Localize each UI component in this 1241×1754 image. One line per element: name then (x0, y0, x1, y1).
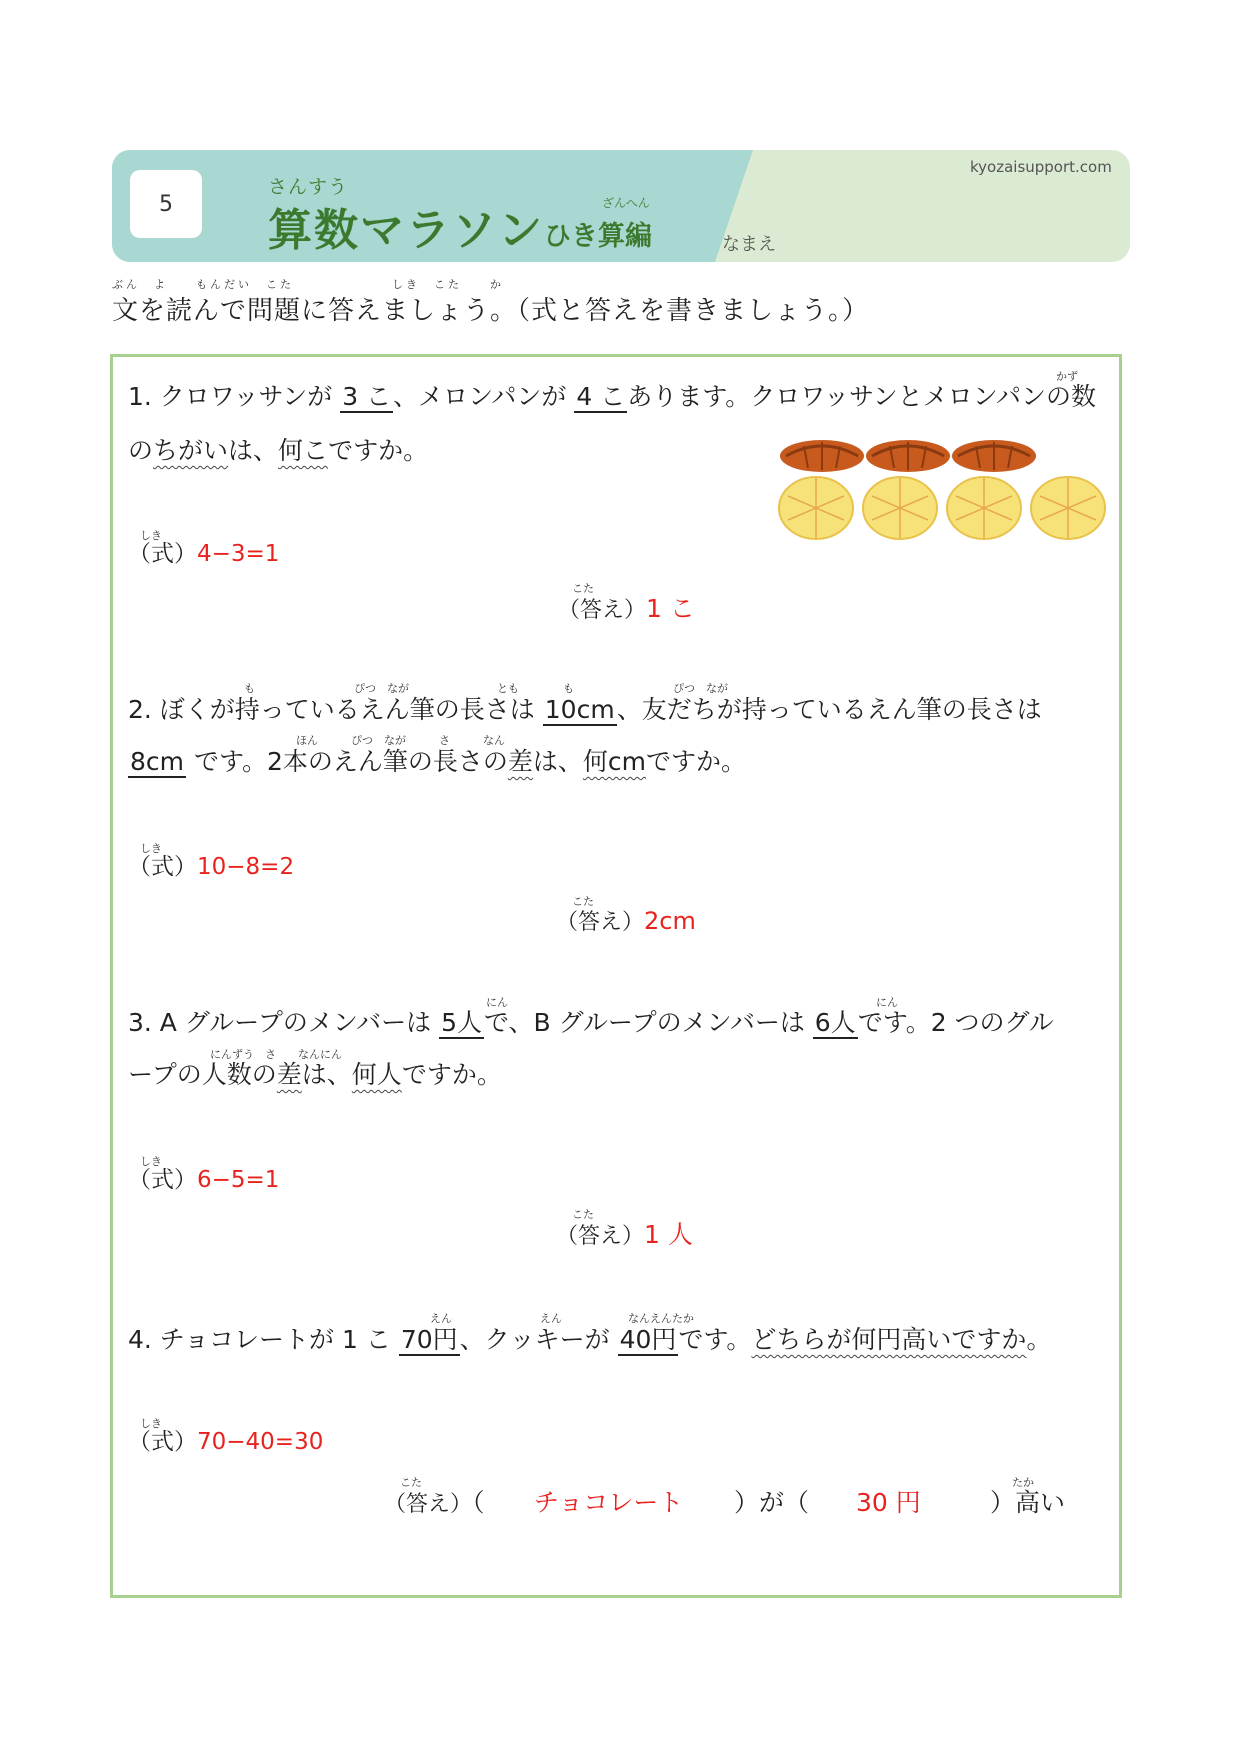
q2-underline-2: 8cm (130, 747, 185, 776)
q2-kotae-ruby: こた (572, 895, 594, 908)
q4-answer-row (384, 1490, 485, 1516)
q3-kotae-label: （答え） (556, 1224, 645, 1249)
q2-line1 (128, 697, 1042, 722)
name-label: なまえ (722, 234, 776, 255)
q3-text-e: は、 (301, 1060, 352, 1089)
q3-line2 (128, 1062, 502, 1087)
q1-wavy-1: ちがい (153, 436, 229, 465)
q3-shiki-label: （式） (128, 1167, 197, 1193)
q1-kotae-label: （答え） (558, 598, 647, 623)
q3-text-a: 3. A グループのメンバーは (128, 1008, 432, 1037)
q1-text-a: 1. クロワッサンが (128, 382, 333, 411)
q1-text-d: の (128, 436, 154, 465)
q3-text-b: で、B グループのメンバーは (483, 1008, 805, 1037)
q2-answer: 2cm (644, 907, 696, 935)
q4-shiki-label: （式） (128, 1429, 197, 1455)
q1-formula: 4−3=1 (197, 541, 280, 567)
q1-text-f: ですか。 (328, 436, 429, 465)
q2-shiki-ruby: しき (140, 842, 162, 855)
melonpan-icon (863, 477, 937, 539)
q3-ruby-1a: にん (486, 996, 508, 1009)
q3-underline-1: 5人 (441, 1008, 482, 1037)
q2-ruby-1: も ぴつ なが とも も ぴつ なが (244, 682, 728, 695)
q2-formula: 10−8=2 (197, 854, 295, 880)
q2-answer-row (556, 909, 696, 934)
q4-kotae-label: （答え） (384, 1492, 473, 1517)
q4-kotae-ruby: こた (400, 1476, 422, 1489)
q2-kotae-label: （答え） (556, 910, 645, 935)
q4-answer-item: チョコレート (534, 1488, 684, 1517)
q2-formula-row (128, 856, 294, 879)
q4-underline-2: 40円 (619, 1325, 677, 1354)
q4-text-d: 。 (1026, 1325, 1052, 1354)
q1-ruby: かず (1056, 370, 1078, 383)
subtitle-ruby: ざんへん (602, 196, 650, 210)
melonpan-icon (1031, 477, 1105, 539)
q1-shiki-label: （式） (128, 541, 197, 567)
q1-text-e: は、 (228, 436, 279, 465)
worksheet-number: 5 (130, 170, 202, 238)
q3-answer: 1 人 (644, 1220, 693, 1249)
page-subtitle: ひき算編 (544, 221, 652, 252)
q3-shiki-ruby: しき (140, 1155, 162, 1168)
instruction: 文を読んで問題に答えましょう。（式と答えを書きましょう。） (112, 296, 870, 326)
q1-line1 (128, 384, 1096, 409)
instruction-ruby: ぶん よ もんだい こた しき こた か (112, 278, 504, 291)
q1-text-c: あります。クロワッサンとメロンパンの数 (627, 382, 1096, 411)
q4-takai-ruby: たか (1012, 1476, 1034, 1489)
q3-formula-row (128, 1169, 279, 1192)
q4-takai: ）高い (990, 1488, 1066, 1517)
q4-ga: ）が（ (734, 1488, 810, 1517)
q3-wavy-2: 何人 (351, 1060, 402, 1089)
title-ruby: さんすう (268, 176, 349, 198)
q4-underline-1: 70円 (400, 1325, 458, 1354)
q2-wavy-2: 何cm (582, 747, 647, 776)
q3-wavy-1: 差 (276, 1060, 302, 1089)
q3-text-c: です。2 つのグル (857, 1008, 1054, 1037)
q3-ruby-2: にんずう さ なんにん (210, 1048, 342, 1061)
q1-kotae-ruby: こた (572, 582, 594, 595)
q4-text-a: 4. チョコレートが 1 こ (128, 1325, 391, 1354)
melonpan-icon (779, 477, 853, 539)
q1-text-b: 、メロンパンが (393, 382, 567, 411)
q4-text-b: 、クッキーが (459, 1325, 610, 1354)
q1-shiki-ruby: しき (140, 529, 162, 542)
q4-shiki-ruby: しき (140, 1417, 162, 1430)
q2-ruby-2: ほん ぴつ なが さ なん (296, 734, 505, 747)
q4-formula-row (128, 1431, 323, 1454)
croissant-icon (866, 440, 950, 472)
page-title: 算数マラソン (268, 205, 544, 256)
croissant-icon (952, 440, 1036, 472)
melonpan-icon (947, 477, 1021, 539)
q4-answer-amount: 30 円 (856, 1488, 921, 1517)
croissant-icon (780, 440, 864, 472)
q2-text-a: 2. ぼくが持っているえん筆の長さは (128, 695, 535, 724)
q3-ruby-1b: にん (876, 996, 898, 1009)
header-banner (112, 150, 1130, 262)
q3-formula: 6−5=1 (197, 1167, 280, 1193)
q4-open-paren: （ (472, 1488, 485, 1517)
q1-answer: 1 こ (646, 594, 695, 623)
q2-text-e: ですか。 (646, 747, 747, 776)
site-url: kyozaisupport.com (970, 158, 1112, 176)
q3-answer-row (556, 1222, 693, 1248)
q2-shiki-label: （式） (128, 854, 197, 880)
q3-line1 (128, 1010, 1054, 1035)
q2-line2 (128, 749, 746, 774)
bread-illustration (778, 434, 1108, 544)
q4-text-c: です。 (678, 1325, 752, 1354)
q2-text-c: です。2本のえん筆の長さの (193, 747, 508, 776)
q1-underline-2: 4 こ (576, 382, 626, 411)
q3-text-d: ープの人数の (128, 1060, 277, 1089)
q3-text-f: ですか。 (401, 1060, 502, 1089)
q2-underline-1: 10cm (544, 695, 615, 724)
q4-wavy-1: どちらが何円高いですか (751, 1325, 1027, 1354)
bread-svg (778, 434, 1108, 540)
q2-text-b: 、友だちが持っているえん筆の長さは (616, 695, 1042, 724)
q1-answer-row (558, 596, 695, 622)
q1-line2 (128, 438, 428, 463)
q1-formula-row (128, 543, 279, 566)
q3-underline-2: 6人 (814, 1008, 856, 1037)
q1-underline-1: 3 こ (342, 382, 392, 411)
q3-kotae-ruby: こた (572, 1208, 594, 1221)
q1-wavy-2: 何こ (278, 436, 329, 465)
q4-ruby: えん えん なんえんたか (430, 1312, 694, 1325)
q2-wavy-1: 差 (507, 747, 533, 776)
q2-text-d: は、 (532, 747, 583, 776)
q4-line1 (128, 1327, 1051, 1352)
q4-formula: 70−40=30 (197, 1429, 324, 1455)
